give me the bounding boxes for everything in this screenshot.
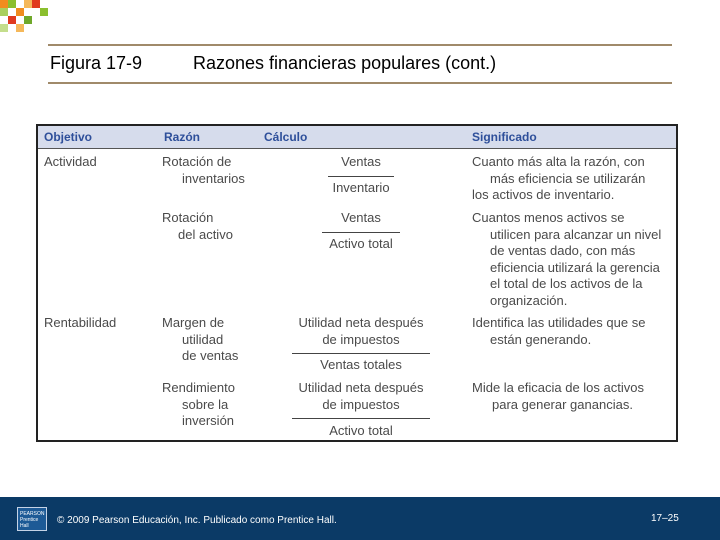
row1-fraction-line xyxy=(328,176,394,177)
row4-num-line1: Utilidad neta después xyxy=(298,380,424,395)
row3-sig-line2: están generando. xyxy=(490,331,592,347)
title-rule-top xyxy=(48,44,672,46)
row2-sig-line2: utilicen para alcanzar un nivel xyxy=(490,226,662,242)
logo-line1: PEARSON xyxy=(20,511,45,517)
row4-fraction-line xyxy=(292,418,430,419)
header-calculo: Cálculo xyxy=(264,130,308,144)
row3-sig-line1: Identifica las utilidades que se xyxy=(472,315,646,330)
table-header xyxy=(38,126,676,148)
row4-razon-line2: sobre la xyxy=(182,396,229,412)
row2-numerador: Ventas xyxy=(341,210,381,225)
decor-square-red-1 xyxy=(32,0,40,8)
decor-square-orange-2 xyxy=(24,0,32,8)
copyright-text: © 2009 Pearson Educación, Inc. Publicado como Prentice Hall. xyxy=(57,515,337,526)
row4-num-line2: de impuestos xyxy=(322,396,400,412)
header-razon: Razón xyxy=(164,130,200,144)
header-divider xyxy=(38,148,676,149)
row2-fraction-line xyxy=(322,232,400,233)
ratios-table xyxy=(36,124,678,442)
publisher-logo xyxy=(17,507,47,531)
header-objetivo: Objetivo xyxy=(44,130,93,144)
row1-sig-line2: más eficiencia se utilizarán xyxy=(490,170,646,186)
row4-sig-line1: Mide la eficacia de los activos xyxy=(472,380,644,395)
decor-square-green-4 xyxy=(24,16,32,24)
row1-denominador: Inventario xyxy=(332,180,390,195)
row1-razon xyxy=(162,154,245,187)
row2-sig-line6: organización. xyxy=(490,292,568,308)
decor-square-orange-4 xyxy=(16,24,24,32)
row3-num-line2: de impuestos xyxy=(322,331,400,347)
row1-sig-line3: los activos de inventario. xyxy=(472,187,615,202)
decor-square-orange-1 xyxy=(0,0,8,8)
decor-square-green-1 xyxy=(8,0,16,8)
row3-razon xyxy=(162,315,238,365)
title-rule-bottom xyxy=(48,82,672,84)
row3-razon-line3: de ventas xyxy=(182,348,239,363)
row2-razon-line2: del activo xyxy=(178,226,233,242)
row4-significado xyxy=(472,380,644,413)
row3-numerador xyxy=(286,315,436,348)
row1-sig-line1: Cuanto más alta la razón, con xyxy=(472,154,645,169)
row4-denominador: Activo total xyxy=(329,423,393,438)
row3-razon-line2: utilidad xyxy=(182,331,224,347)
row2-razon xyxy=(162,210,233,243)
row2-sig-line3: de ventas dado, con más xyxy=(490,243,636,258)
row2-sig-line5: el total de los activos de la xyxy=(490,276,643,291)
row2-razon-line1: Rotación xyxy=(162,210,214,225)
row1-significado xyxy=(472,154,645,204)
row3-objetivo: Rentabilidad xyxy=(44,315,117,330)
row4-razon xyxy=(162,380,235,430)
row2-sig-line4: eficiencia utilizará la gerencia xyxy=(490,259,660,275)
row2-denominador: Activo total xyxy=(329,236,393,251)
decor-square-orange-3 xyxy=(16,8,24,16)
decor-square-green-3 xyxy=(40,8,48,16)
row1-razon-line1: Rotación de xyxy=(162,154,232,169)
row2-sig-line1: Cuantos menos activos se xyxy=(472,210,625,225)
row3-razon-line1: Margen de xyxy=(162,315,225,330)
header-significado: Significado xyxy=(472,130,537,144)
row1-razon-line2: inventarios xyxy=(182,170,245,186)
row3-num-line1: Utilidad neta después xyxy=(298,315,424,330)
row3-significado xyxy=(472,315,645,348)
row4-numerador xyxy=(286,380,436,413)
decor-square-green-2 xyxy=(0,8,8,16)
row3-denominador: Ventas totales xyxy=(320,357,402,372)
logo-line3: Hall xyxy=(20,523,29,529)
decor-square-red-2 xyxy=(8,16,16,24)
row4-razon-line3: inversión xyxy=(182,413,235,428)
figure-label: Figura 17-9 xyxy=(50,53,143,73)
row3-fraction-line xyxy=(292,353,430,354)
page-number: 17–25 xyxy=(651,513,679,524)
footer-bar xyxy=(0,497,720,540)
row1-objetivo: Actividad xyxy=(44,154,97,169)
row1-numerador: Ventas xyxy=(341,154,381,169)
logo-line2: Prentice xyxy=(20,517,39,523)
publisher-logo-text xyxy=(20,511,44,529)
figure-title: Razones financieras populares (cont.) xyxy=(193,53,497,73)
row4-sig-line2: para generar ganancias. xyxy=(492,396,633,412)
row4-razon-line1: Rendimiento xyxy=(162,380,235,395)
row2-significado xyxy=(472,210,661,309)
decor-square-green-5 xyxy=(0,24,8,32)
